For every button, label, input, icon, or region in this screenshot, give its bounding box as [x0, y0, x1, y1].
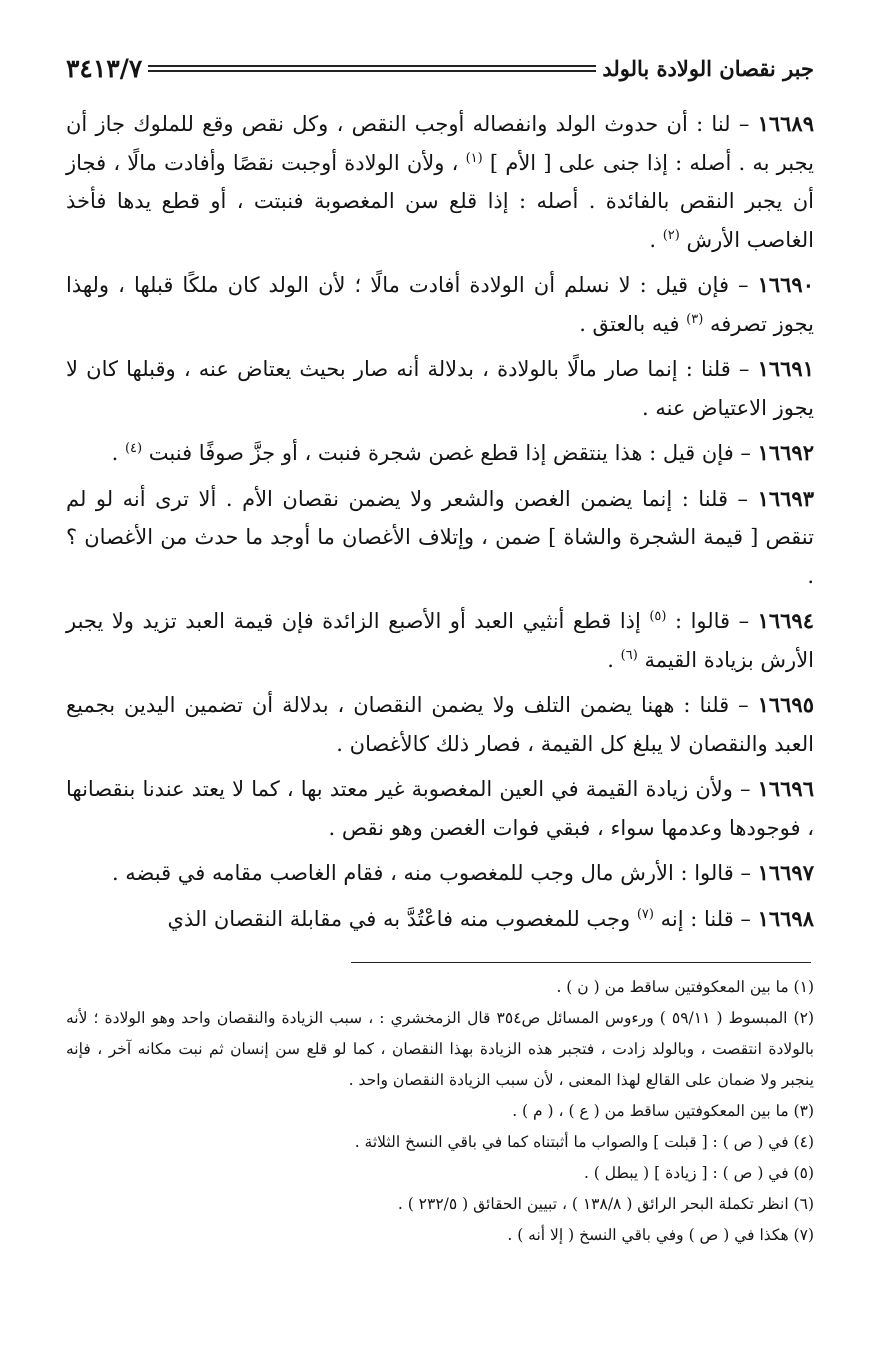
paragraph-text: – فإن قيل : هذا ينتقض إذا قطع غصن شجرة فنبت ، أو جزَّ صوفًا فنبت [142, 441, 758, 465]
paragraph [66, 900, 814, 939]
paragraph-number: ١٦٦٩٥ [757, 692, 814, 717]
footnote-separator [351, 962, 811, 963]
header-double-rule [148, 65, 596, 72]
footnote: (٢) المبسوط ( ٥٩/١١ ) ورءوس المسائل ص٣٥٤ قال الزمخشري : ، سبب الزيادة والنقصان واحد وهو الولادة ؛ لأنه بالولادة انتقصت ، وبالولد زادت ، فتجبر هذه الزيادة بهذا النقصان ، كما لو قلع سن إنسان ثم نبت مكانه آخر ، فإنه ينجبر ولا ضمان على القالع لهذا المعنى ، لأن سبب الزيادة النقصان واحد . [66, 1009, 814, 1089]
paragraph-text: – ولأن زيادة القيمة في العين المغصوبة غير معتد بها ، كما لا يعتد عندنا بنقصانها ، فوجودها وعدمها سواء ، فبقي فوات الغصن وهو نقص . [66, 777, 814, 840]
paragraph [66, 770, 814, 847]
page-header [66, 48, 814, 88]
paragraph [66, 686, 814, 763]
paragraph [66, 105, 814, 259]
paragraph-number: ١٦٦٨٩ [757, 111, 814, 136]
footnote-ref: (٦) [620, 647, 638, 663]
paragraph-text: وجب للمغصوب منه فاعْتُدَّ به في مقابلة النقصان الذي [167, 906, 637, 931]
paragraph-number: ١٦٦٩٦ [757, 776, 814, 801]
paragraph-number: ١٦٦٩٤ [757, 608, 814, 633]
paragraph [66, 434, 814, 473]
footnote: (٤) في ( ص ) : [ قبلت ] والصواب ما أثبتناه كما في باقي النسخ الثلاثة . [354, 1133, 814, 1151]
paragraph-text: – قلنا : إنما صار مالًا بالولادة ، بدلالة أنه صار بحيث يعتاض عنه ، وقبلها كان لا يجوز الاعتياض عنه . [66, 357, 814, 420]
paragraph [66, 350, 814, 427]
footnote: (٣) ما بين المعكوفتين ساقط من ( ع ) ، ( م ) . [512, 1102, 814, 1120]
body-text [66, 105, 814, 945]
paragraph-number: ١٦٦٩٣ [757, 485, 814, 511]
footnote-ref: (٢) [662, 227, 680, 243]
paragraph-text: – لنا : أن حدوث الولد وانفصاله أوجب النقص ، وكل نقص وقع للملوك جاز أن يجبر به . أصله : إذا جنى على [ الأم ] [66, 112, 815, 175]
paragraph-text: – قلنا : إنما يضمن الغصن والشعر ولا يضمن نقصان الأم . ألا ترى أنه لو لم تنقص [ قيمة الشجرة والشاة ] ضمن ، وإتلاف الأغصان ما أوجد ما حدث من الأغصان ؟ . [66, 486, 814, 588]
paragraph [66, 480, 814, 596]
footnote-ref: (٣) [686, 311, 704, 327]
paragraph [66, 854, 814, 893]
paragraph-text: . [607, 647, 621, 672]
running-title: جبر نقصان الولادة بالولد [602, 55, 814, 81]
paragraph [66, 266, 814, 343]
footnote: (٥) في ( ص ) : [ زيادة ] ( يبطل ) . [583, 1164, 814, 1182]
paragraph-text: إذا قطع أنثيي العبد أو الأصبع الزائدة فإن قيمة العبد تزيد ولا يجبر الأرش بزيادة القيمة [66, 609, 814, 672]
paragraph-number: ١٦٦٩٢ [757, 440, 814, 465]
footnote: (٧) هكذا في ( ص ) وفي باقي النسخ ( إلا أنه ) . [507, 1226, 814, 1244]
footnote: (١) ما بين المعكوفتين ساقط من ( ن ) . [556, 978, 814, 996]
footnote-ref: (٥) [649, 609, 667, 624]
footnote-ref: (٧) [636, 906, 654, 922]
paragraph-text: – قالوا : [666, 609, 758, 633]
paragraph-text: – قلنا : إنه [653, 906, 758, 931]
paragraph-text: . [649, 227, 663, 252]
page-number: ٣٤١٣/٧ [66, 53, 143, 83]
paragraph-number: ١٦٦٩٠ [757, 272, 814, 297]
paragraph-text: ، ولأن الولادة أوجبت نقصًا وأفادت مالًا ، فجاز أن يجبر النقص بالفائدة . أصله : إذا قلع سن المغصوبة فنبتت ، أو قطع يدها فأخذ الغاصب الأرش [66, 150, 814, 252]
footnote-ref: (١) [465, 150, 483, 166]
paragraph-text: – قلنا : ههنا يضمن التلف ولا يضمن النقصان ، بدلالة أن تضمين اليدين بجميع العبد والنقصان لا يبلغ كل القيمة ، فصار ذلك كالأغصان . [66, 693, 814, 756]
paragraph-number: ١٦٦٩٧ [757, 860, 814, 885]
paragraph [66, 602, 814, 679]
paragraph-number: ١٦٦٩٨ [757, 905, 814, 931]
footnotes [66, 972, 814, 1251]
paragraph-text: فيه بالعتق . [579, 311, 687, 336]
paragraph-number: ١٦٦٩١ [757, 356, 814, 381]
paragraph-text: – فإن قيل : لا نسلم أن الولادة أفادت مالًا ؛ لأن الولد كان ملكًا قبلها ، ولهذا يجوز تصرفه [66, 273, 814, 336]
paragraph-text: – قالوا : الأرش مال وجب للمغصوب منه ، فقام الغاصب مقامه في قبضه . [111, 861, 758, 885]
footnote-ref: (٤) [124, 441, 143, 456]
paragraph-text: . [111, 441, 125, 465]
footnote: (٦) انظر تكملة البحر الرائق ( ١٣٨/٨ ) ، تبيين الحقائق ( ٢٣٢/٥ ) . [397, 1195, 814, 1213]
